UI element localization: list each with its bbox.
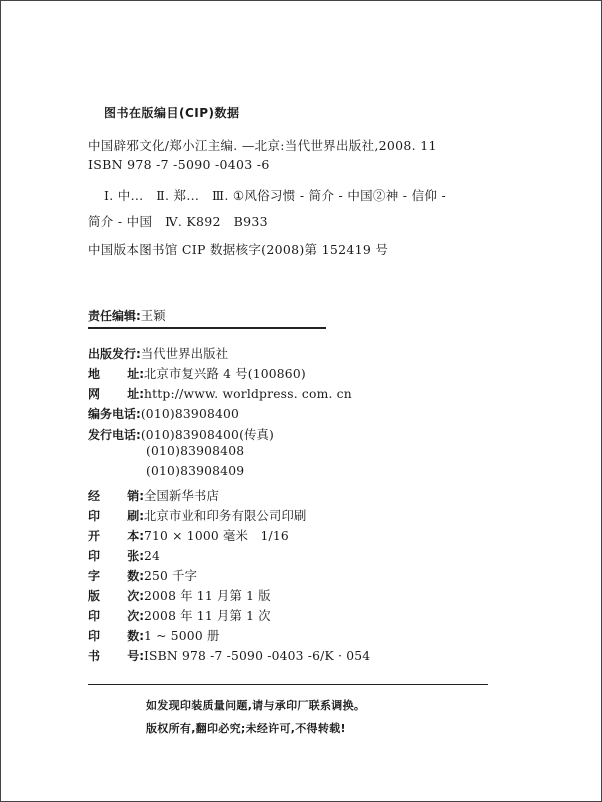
isbn-label-b: 号:: [127, 649, 144, 663]
sales-phone-value-2: (010)83908408: [146, 444, 245, 458]
printing-label-a: 印: [88, 609, 101, 623]
words-label-a: 字: [88, 569, 101, 583]
notice-quality: 如发现印装质量问题,请与承印厂联系调换。: [146, 699, 366, 712]
divider-editor: [88, 327, 326, 329]
printer-label-a: 印: [88, 509, 101, 523]
info-address: [88, 363, 306, 382]
notice-copyright: 版权所有,翻印必究;未经许可,不得转载!: [146, 722, 346, 735]
website-label-a: 网: [88, 387, 101, 401]
sheets-label-b: 张:: [127, 549, 144, 563]
printer-label-b: 刷:: [127, 509, 144, 523]
copies-value: 1 ~ 5000 册: [144, 629, 220, 643]
address-label-a: 地: [88, 367, 101, 381]
info-website: [88, 383, 352, 402]
printing-value: 2008 年 11 月第 1 次: [144, 609, 271, 623]
sheets-value: 24: [144, 549, 161, 563]
sheets-label-a: 印: [88, 549, 101, 563]
cip-title-line: 中国辟邪文化/郑小江主编. —北京:当代世界出版社,2008. 11: [88, 138, 437, 153]
copies-label-a: 印: [88, 629, 101, 643]
cip-classification-line-2: 简介 - 中国 Ⅳ. K892 B933: [88, 214, 268, 229]
info-copies: [88, 625, 219, 644]
format-label-a: 开: [88, 529, 101, 543]
info-edition: [88, 585, 271, 604]
sales-phone-label: 发行电话:: [88, 428, 141, 442]
editor-row: [88, 305, 166, 324]
publisher-value: 当代世界出版社: [140, 347, 229, 361]
edition-label-a: 版: [88, 589, 101, 603]
format-value: 710 × 1000 毫米 1/16: [144, 529, 289, 543]
info-printing: [88, 605, 271, 624]
isbn-label-a: 书: [88, 649, 101, 663]
format-label-b: 本:: [127, 529, 144, 543]
edition-value: 2008 年 11 月第 1 版: [144, 589, 271, 603]
cip-record-number: 中国版本图书馆 CIP 数据核字(2008)第 152419 号: [88, 242, 389, 257]
info-sheets: [88, 545, 160, 564]
words-value: 250 千字: [144, 569, 198, 583]
cip-heading: 图书在版编目(CIP)数据: [104, 106, 240, 120]
copies-label-b: 数:: [127, 629, 144, 643]
sales-phone-value-3: (010)83908409: [146, 464, 245, 478]
info-sales-phone: [88, 424, 274, 443]
divider-notice: [88, 684, 488, 685]
info-printer: [88, 505, 306, 524]
publisher-label: 出版发行:: [88, 347, 141, 361]
address-value: 北京市复兴路 4 号(100860): [144, 367, 306, 381]
distributor-label-a: 经: [88, 489, 101, 503]
info-editorial-phone: [88, 403, 239, 422]
cip-isbn-line: ISBN 978 -7 -5090 -0403 -6: [88, 157, 270, 172]
distributor-label-b: 销:: [127, 489, 144, 503]
info-publisher: [88, 343, 228, 362]
cip-classification-line: Ⅰ. 中... Ⅱ. 郑... Ⅲ. ①风俗习惯 - 简介 - 中国②神 - 信仰 -: [104, 188, 446, 203]
info-isbn: [88, 645, 370, 664]
editor-label: 责任编辑:: [88, 309, 141, 323]
info-words: [88, 565, 197, 584]
editorial-phone-label: 编务电话:: [88, 407, 141, 421]
info-format: [88, 525, 289, 544]
printer-value: 北京市业和印务有限公司印刷: [144, 509, 307, 523]
distributor-value: 全国新华书店: [144, 489, 219, 503]
info-distributor: [88, 485, 219, 504]
website-label-b: 址:: [127, 387, 144, 401]
words-label-b: 数:: [127, 569, 144, 583]
sales-phone-value: (010)83908400(传真): [140, 428, 275, 442]
isbn-value: ISBN 978 -7 -5090 -0403 -6/K · 054: [144, 649, 371, 663]
editor-value: 王颖: [140, 309, 166, 323]
editorial-phone-value: (010)83908400: [140, 407, 240, 421]
printing-label-b: 次:: [127, 609, 144, 623]
address-label-b: 址:: [127, 367, 144, 381]
website-value: http://www. worldpress. com. cn: [144, 387, 352, 401]
edition-label-b: 次:: [127, 589, 144, 603]
